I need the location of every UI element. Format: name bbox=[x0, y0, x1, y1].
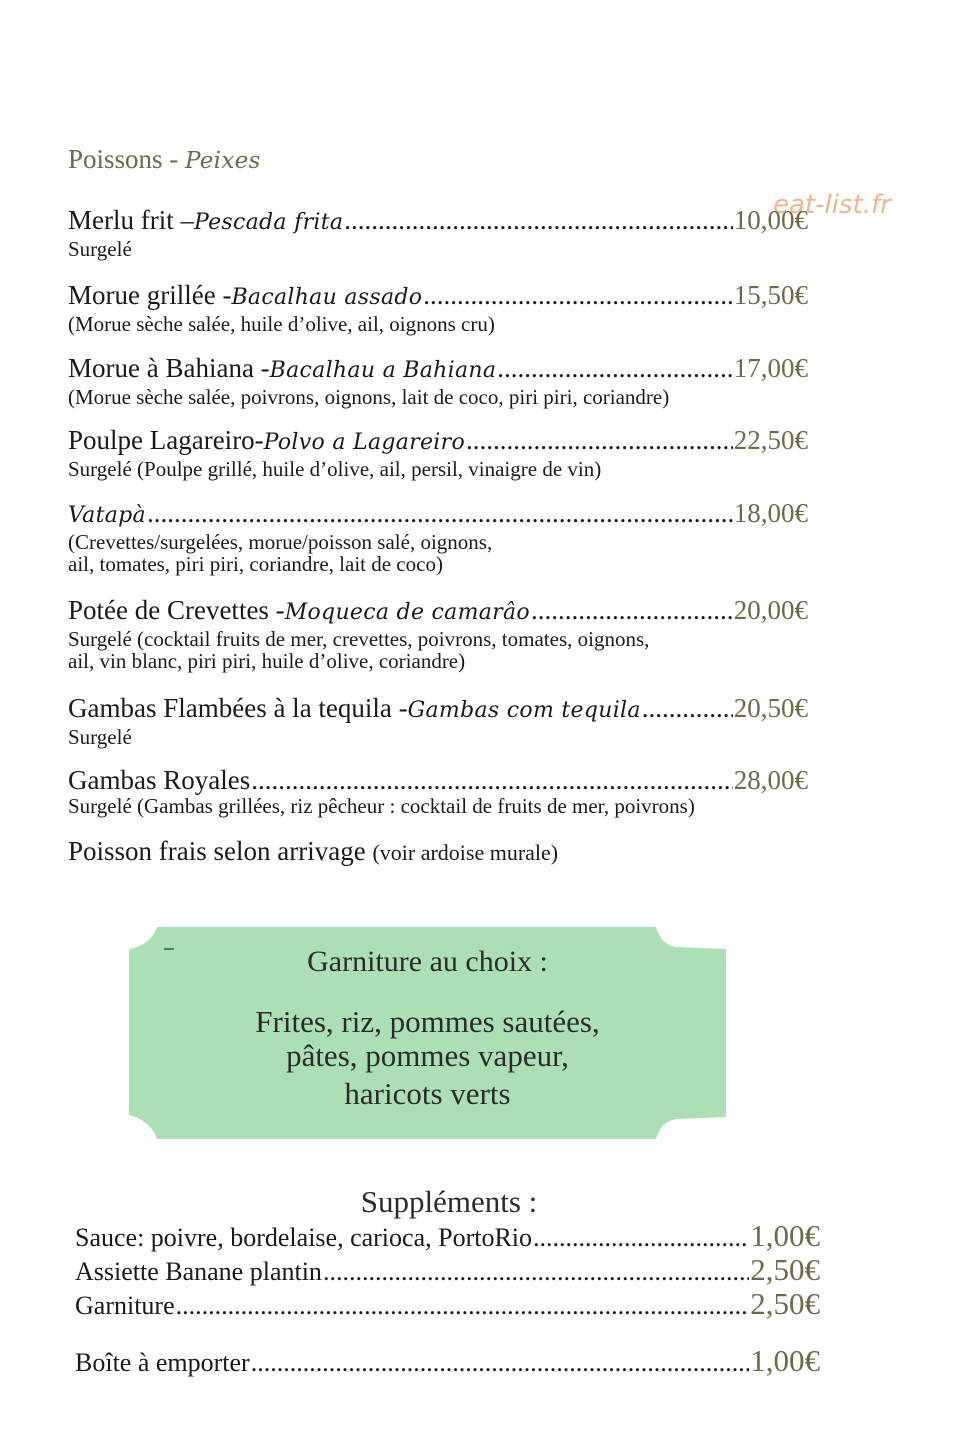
item-desc: Surgelé (Gambas grillées, riz pêcheur : cocktail de fruits de mer, poivrons) bbox=[68, 794, 695, 818]
menu-item bbox=[68, 280, 808, 335]
item-desc: (Morue sèche salée, huile d’olive, ail, oignons cru) bbox=[68, 312, 495, 336]
section-title bbox=[68, 144, 261, 175]
leader-dots bbox=[251, 1348, 750, 1378]
item-name-pt: Vatapà bbox=[68, 503, 146, 528]
item-price: 15,50€ bbox=[733, 280, 808, 310]
garniture-title: Garniture au choix : bbox=[307, 945, 548, 978]
item-price: 20,00€ bbox=[733, 595, 808, 625]
supplement-label: Assiette Banane plantin bbox=[75, 1257, 322, 1286]
leader-dots bbox=[147, 498, 733, 528]
item-name: Poulpe Lagareiro- bbox=[68, 425, 264, 455]
garniture-line: Frites, riz, pommes sautées, bbox=[255, 1004, 600, 1039]
supplement-label: Garniture bbox=[75, 1291, 175, 1320]
supplement-label: Boîte à emporter bbox=[75, 1348, 250, 1377]
item-name-pt: Bacalhau assado bbox=[231, 285, 423, 310]
item-desc: ail, tomates, piri piri, coriandre, lait de coco) bbox=[68, 552, 443, 576]
supplement-row bbox=[75, 1286, 820, 1322]
item-desc: Surgelé bbox=[68, 237, 132, 261]
supplement-price: 1,00€ bbox=[750, 1218, 820, 1253]
menu-item bbox=[68, 205, 808, 260]
supplement-row bbox=[75, 1218, 820, 1254]
leader-dots bbox=[466, 425, 733, 455]
supplement-price: 2,50€ bbox=[750, 1252, 820, 1287]
item-price: 17,00€ bbox=[733, 353, 808, 383]
fresh-fish-note bbox=[68, 836, 558, 867]
leader-dots bbox=[533, 1223, 749, 1253]
watermark: eat-list.fr bbox=[773, 190, 891, 220]
item-desc: (Morue sèche salée, poivrons, oignons, lait de coco, piri piri, coriandre) bbox=[68, 385, 670, 409]
menu-item bbox=[68, 693, 808, 748]
leader-dots bbox=[497, 353, 732, 383]
item-name-pt: Bacalhau a Bahiana bbox=[269, 358, 497, 383]
supplement-price: 2,50€ bbox=[750, 1286, 820, 1321]
item-price: 22,50€ bbox=[733, 425, 808, 455]
item-price: 28,00€ bbox=[733, 765, 808, 795]
item-name: Gambas Royales bbox=[68, 765, 251, 795]
menu-item bbox=[68, 425, 808, 480]
menu-item bbox=[68, 498, 808, 575]
item-price: 10,00€ bbox=[733, 205, 808, 235]
item-name-pt: Polvo a Lagareiro bbox=[263, 430, 465, 455]
menu-item bbox=[68, 765, 808, 817]
item-desc: Surgelé (Poulpe grillé, huile d’olive, ail, persil, vinaigre de vin) bbox=[68, 457, 602, 481]
leader-dots bbox=[423, 280, 732, 310]
garniture-line: haricots verts bbox=[344, 1076, 511, 1111]
fresh-fish-detail: (voir ardoise murale) bbox=[372, 840, 559, 865]
item-name-pt: Pescada frita bbox=[193, 210, 344, 235]
item-name-pt: Gambas com tequila bbox=[407, 698, 641, 723]
supplement-row bbox=[75, 1252, 820, 1288]
garniture-options bbox=[129, 1005, 726, 1111]
item-price: 20,50€ bbox=[733, 693, 808, 723]
garniture-line: pâtes, pommes vapeur, bbox=[286, 1038, 569, 1073]
section-title-pt: Peixes bbox=[185, 148, 261, 174]
item-name: Morue grillée - bbox=[68, 280, 232, 310]
item-desc: (Crevettes/surgelées, morue/poisson salé, oignons, bbox=[68, 530, 493, 554]
leader-dots bbox=[344, 205, 732, 235]
supplement-label: Sauce: poivre, bordelaise, carioca, PortoRio bbox=[75, 1223, 533, 1252]
menu-item bbox=[68, 595, 808, 672]
leader-dots bbox=[176, 1291, 750, 1321]
item-name: Gambas Flambées à la tequila - bbox=[68, 693, 408, 723]
item-desc: ail, vin blanc, piri piri, huile d’olive, coriandre) bbox=[68, 649, 466, 673]
leader-dots bbox=[531, 595, 733, 625]
item-desc: Surgelé (cocktail fruits de mer, crevettes, poivrons, tomates, oignons, bbox=[68, 627, 650, 651]
item-name-pt: Moqueca de camarâo bbox=[284, 600, 530, 625]
supplements-title: Suppléments : bbox=[360, 1184, 538, 1219]
item-name: Merlu frit – bbox=[68, 205, 194, 235]
leader-dots bbox=[642, 693, 733, 723]
item-price: 18,00€ bbox=[733, 498, 808, 528]
supplement-row bbox=[75, 1343, 820, 1379]
leader-dots bbox=[251, 765, 733, 795]
supplement-price: 1,00€ bbox=[750, 1343, 820, 1378]
item-name: Morue à Bahiana - bbox=[68, 353, 270, 383]
fresh-fish-main: Poisson frais selon arrivage bbox=[68, 836, 373, 866]
item-name: Potée de Crevettes - bbox=[68, 595, 285, 625]
leader-dots bbox=[323, 1257, 749, 1287]
item-desc: Surgelé bbox=[68, 725, 132, 749]
section-title-fr: Poissons - bbox=[68, 144, 186, 174]
menu-item bbox=[68, 353, 808, 408]
